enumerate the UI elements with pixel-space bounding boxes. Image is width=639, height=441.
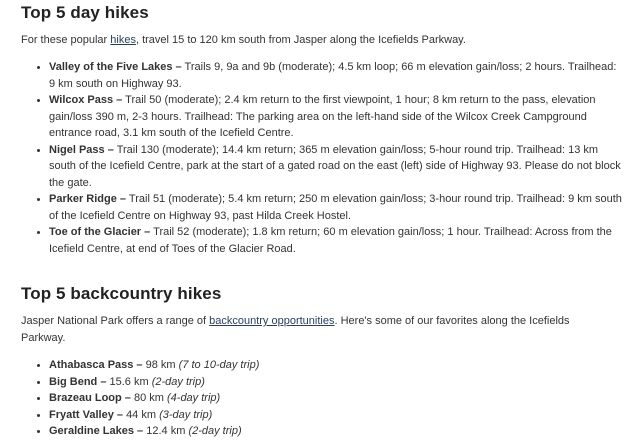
day-hikes-heading: Top 5 day hikes <box>21 3 149 22</box>
trip-duration: (4-day trip) <box>167 392 221 404</box>
hikes-link[interactable]: hikes <box>110 34 136 46</box>
hike-distance: 15.6 km <box>109 375 149 388</box>
trip-duration: (7 to 10-day trip) <box>178 359 260 371</box>
trip-duration: (3-day trip) <box>159 408 213 421</box>
list-item <box>49 224 623 257</box>
day-hikes-list <box>21 59 623 257</box>
intro-text-after: . Here's some of our favorites along the Icefields Parkway. <box>21 315 570 344</box>
backcountry-opportunities-link[interactable]: backcountry opportunities <box>209 315 335 327</box>
intro-text-before: Jasper National Park offers a range of <box>21 315 210 327</box>
backcountry-hikes-heading: Top 5 backcountry hikes <box>21 284 222 303</box>
backcountry-hikes-section <box>21 284 623 440</box>
hike-name: Big Bend – <box>49 375 107 388</box>
list-item <box>49 92 623 142</box>
hike-description: Trail 52 (moderate); 1.8 km return; 60 m elevation gain/loss; 1 hour. Trailhead: Across from the Icefield Centre, at end of Toes of the Glacier Road. <box>49 226 612 255</box>
list-item <box>49 390 623 407</box>
hike-distance: 12.4 km <box>146 425 186 437</box>
list-item <box>49 407 623 424</box>
list-item <box>49 191 623 224</box>
day-hikes-section <box>21 3 623 257</box>
trip-duration: (2-day trip) <box>188 425 242 437</box>
hike-name: Fryatt Valley – <box>49 408 123 421</box>
trip-duration: (2-day trip) <box>151 375 205 388</box>
hike-description: Trail 51 (moderate); 5.4 km return; 250 m elevation gain/loss; 3-hour round trip. Trailhead: 9 km south of the Icefield Centre on Highway 93, past Hilda Creek Hostel. <box>49 193 622 222</box>
list-item <box>49 423 623 440</box>
backcountry-hikes-intro <box>21 313 613 347</box>
hike-name: Geraldine Lakes – <box>49 425 144 437</box>
hike-distance: 98 km <box>145 359 176 371</box>
list-item <box>49 59 623 92</box>
hike-description: Trail 130 (moderate); 14.4 km return; 365 m elevation gain/loss; 5-hour round trip. Trailhead: 13 km south of the Icefield Centre, park at the start of a gated road on the east (left) side of Highway 93. Please do not block the gate. <box>49 143 621 189</box>
backcountry-hikes-list <box>21 357 623 440</box>
hike-name: Wilcox Pass – <box>49 94 123 106</box>
hike-description: Trail 50 (moderate); 2.4 km return to the first viewpoint, 1 hour; 8 km return to the pass, elevation gain/loss 390 m, 2-3 hours. Trailhead: The parking area on the left-hand side of the Wilcox Creek Campground entrance road, 3.1 km south of the Icefield Centre. <box>49 94 596 139</box>
intro-text-before: For these popular <box>21 34 111 46</box>
hike-description: Trails 9, 9a and 9b (moderate); 4.5 km loop; 66 m elevation gain/loss; 2 hours. Trailhead: 9 km south on Highway 93. <box>49 61 617 90</box>
list-item <box>49 374 623 391</box>
hike-name: Nigel Pass – <box>49 143 114 156</box>
hike-name: Parker Ridge – <box>49 193 127 205</box>
intro-text-after: , travel 15 to 120 km south from Jasper along the Icefields Parkway. <box>135 34 466 46</box>
hike-distance: 44 km <box>126 408 157 421</box>
list-item <box>49 142 623 192</box>
hike-name: Athabasca Pass – <box>49 359 143 371</box>
hike-name: Toe of the Glacier – <box>49 226 151 238</box>
hike-distance: 80 km <box>133 392 164 404</box>
hike-name: Brazeau Loop – <box>49 392 131 404</box>
list-item <box>49 357 623 374</box>
hike-name: Valley of the Five Lakes – <box>49 61 182 73</box>
day-hikes-intro <box>21 32 613 49</box>
